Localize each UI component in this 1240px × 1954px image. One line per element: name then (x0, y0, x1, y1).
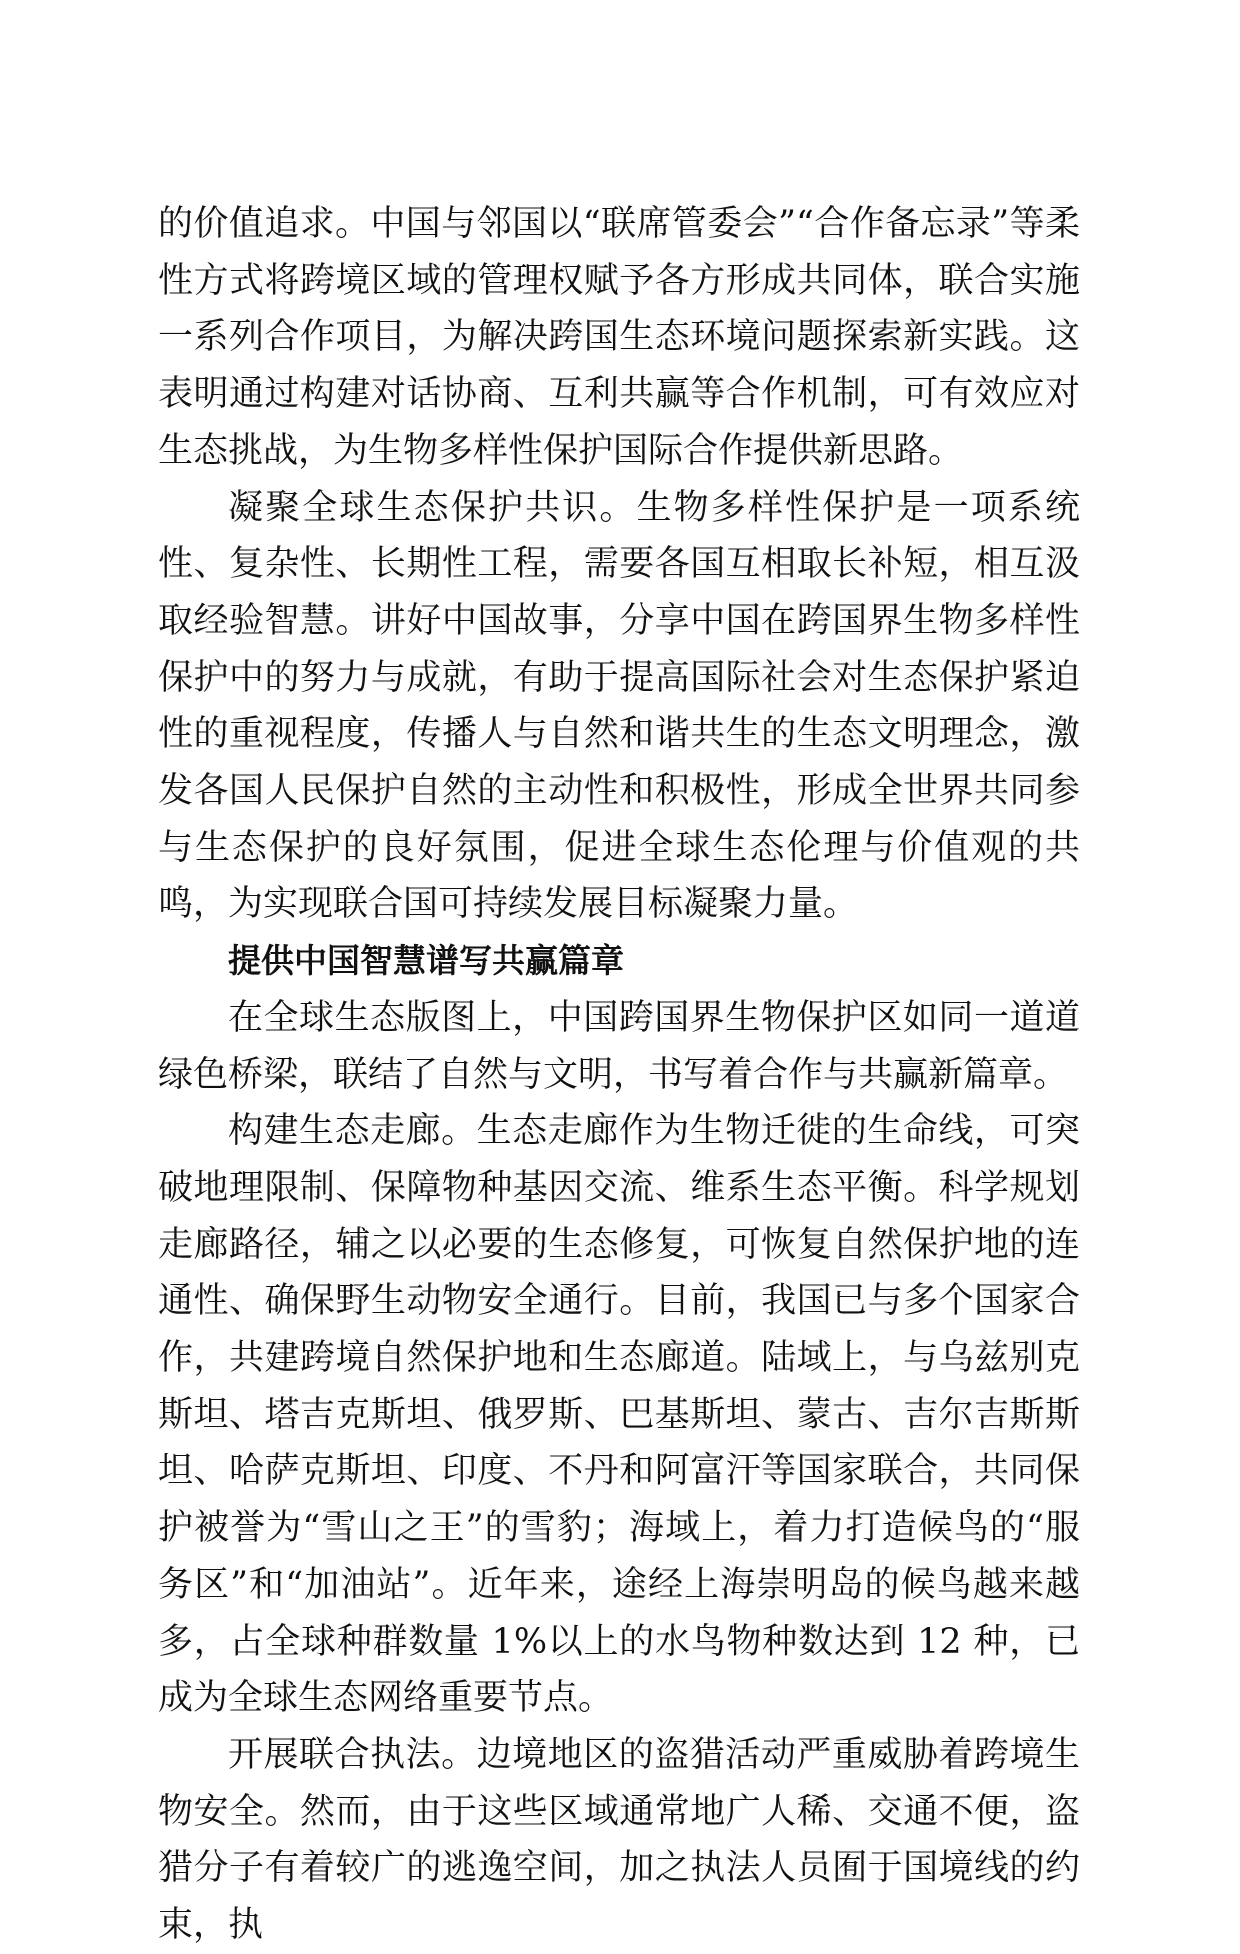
paragraph-global-consensus: 凝聚全球生态保护共识。生物多样性保护是一项系统性、复杂性、长期性工程，需要各国互相取长补短，相互汲取经验智慧。讲好中国故事，分享中国在跨国界生物多样性保护中的努力与成就，有助于提高国际社会对生态保护紧迫性的重视程度，传播人与自然和谐共生的生态文明理念，激发各国人民保护自然的主动性和积极性，形成全世界共同参与生态保护的良好氛围，促进全球生态伦理与价值观的共鸣，为实现联合国可持续发展目标凝聚力量。 (158, 487, 1080, 925)
section-heading: 提供中国智慧谱写共赢篇章 (228, 941, 624, 981)
document-body (158, 196, 1080, 1954)
paragraph-continuation: 的价值追求。中国与邻国以“联席管委会”“合作备忘录”等柔性方式将跨境区域的管理权赋予各方形成共同体，联合实施一系列合作项目，为解决跨国生态环境问题探索新实践。这表明通过构建对话协商、互利共赢等合作机制，可有效应对生态挑战，为生物多样性保护国际合作提供新思路。 (158, 204, 1080, 471)
paragraph-joint-enforcement: 开展联合执法。边境地区的盗猎活动严重威胁着跨境生物安全。然而，由于这些区域通常地广人稀、交通不便，盗猎分子有着较广的逃逸空间，加之执法人员囿于国境线的约束，执 (158, 1734, 1080, 1946)
paragraph-ecological-corridor: 构建生态走廊。生态走廊作为生物迁徙的生命线，可突破地理限制、保障物种基因交流、维系生态平衡。科学规划走廊路径，辅之以必要的生态修复，可恢复自然保护地的连通性、确保野生动物安全通行。目前，我国已与多个国家合作，共建跨境自然保护地和生态廊道。陆域上，与乌兹别克斯坦、塔吉克斯坦、俄罗斯、巴基斯坦、蒙古、吉尔吉斯斯坦、哈萨克斯坦、印度、不丹和阿富汗等国家联合，共同保护被誉为“雪山之王”的雪豹；海域上，着力打造候鸟的“服务区”和“加油站”。近年来，途经上海崇明岛的候鸟越来越多，占全球种群数量 1%以上的水鸟物种数达到 12 种，已成为全球生态网络重要节点。 (158, 1111, 1080, 1719)
paragraph-green-bridge: 在全球生态版图上，中国跨国界生物保护区如同一道道绿色桥梁，联结了自然与文明，书写着合作与共赢新篇章。 (158, 997, 1080, 1095)
